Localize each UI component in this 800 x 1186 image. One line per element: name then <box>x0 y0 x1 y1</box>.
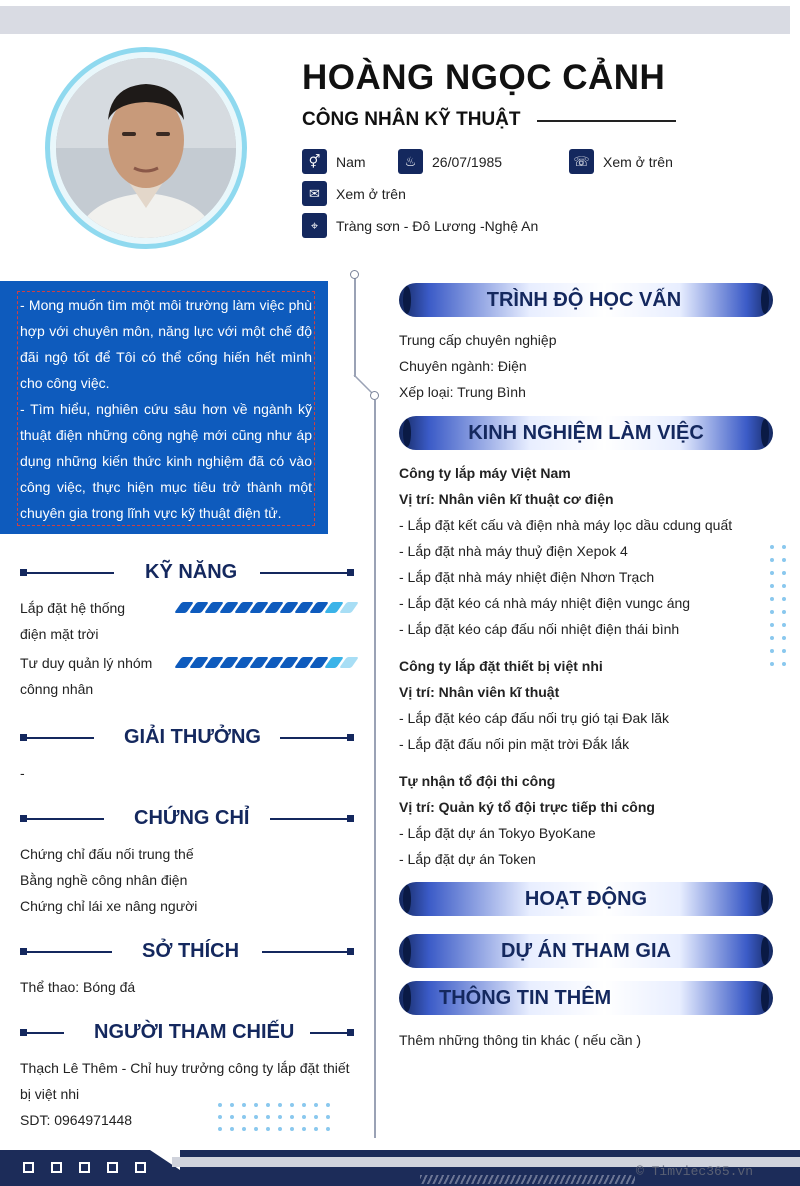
additional-info-heading-label: THÔNG TIN THÊM <box>439 986 612 1009</box>
experience-job <box>399 768 655 872</box>
birthday-row <box>398 149 502 174</box>
education-heading <box>399 283 773 317</box>
location-pin-icon: ⌖ <box>302 213 327 238</box>
job-position: Vị trí: Nhân viên kĩ thuật <box>399 684 560 700</box>
education-line: Chuyên ngành: Điện <box>399 358 527 374</box>
education-details <box>399 327 556 405</box>
avatar <box>45 47 247 249</box>
heading-marker <box>347 569 354 576</box>
decorative-dots <box>218 1103 330 1131</box>
heading-rule <box>26 818 104 820</box>
experience-job <box>399 460 732 642</box>
job-task: - Lắp đặt nhà máy thuỷ điện Xepok 4 <box>399 543 628 559</box>
hobbies-text: Thể thao: Bóng đá <box>20 979 136 995</box>
heading-rule <box>310 1032 348 1034</box>
gender-row <box>302 149 366 174</box>
awards-text: - <box>20 765 25 781</box>
timeline-node <box>370 391 379 400</box>
heading-rule <box>26 572 114 574</box>
additional-info-text: Thêm những thông tin khác ( nếu cần ) <box>399 1032 642 1048</box>
skill-level-bar <box>178 602 355 613</box>
phone-row <box>569 149 673 174</box>
certificates-list <box>20 841 197 919</box>
phone-icon: ☏ <box>569 149 594 174</box>
activities-heading-label: HOẠT ĐỘNG <box>524 887 648 910</box>
avatar-photo <box>56 58 236 238</box>
email-value: Xem ở trên <box>336 185 406 202</box>
address-row <box>302 213 538 238</box>
awards-heading: GIẢI THƯỞNG <box>124 726 261 748</box>
heading-marker <box>347 734 354 741</box>
gender-value: Nam <box>336 153 366 170</box>
heading-rule <box>260 572 348 574</box>
objective-paragraph: - Mong muốn tìm một môi trường làm việc phù hợp với chuyên môn, năng lực với một chế độ đãi ngộ tốt để Tôi có thể cống hiến hết mình cho công việc. <box>20 297 312 391</box>
job-position: Vị trí: Quản ký tổ đội trực tiếp thi công <box>399 799 655 815</box>
hobbies-heading: SỞ THÍCH <box>142 940 240 962</box>
certificate-item: Bằng nghề công nhân điện <box>20 872 188 888</box>
footer-square <box>23 1162 34 1173</box>
skills-heading: KỸ NĂNG <box>145 561 238 583</box>
email-row <box>302 181 406 206</box>
job-company: Công ty lắp đặt thiết bị việt nhi <box>399 658 603 674</box>
job-position: Vị trí: Nhân viên kĩ thuật cơ điện <box>399 491 614 507</box>
heading-rule <box>26 737 94 739</box>
references-heading: NGƯỜI THAM CHIẾU <box>94 1021 295 1043</box>
education-line: Trung cấp chuyên nghiệp <box>399 332 557 348</box>
skill-label <box>20 650 152 702</box>
education-line: Xếp loại: Trung Bình <box>399 384 526 400</box>
title-underline <box>537 120 676 122</box>
heading-rule <box>26 1032 64 1034</box>
job-title: CÔNG NHÂN KỸ THUẬT <box>302 109 521 130</box>
certificates-heading: CHỨNG CHỈ <box>134 807 250 829</box>
objective-paragraph: - Tìm hiểu, nghiên cứu sâu hơn về ngành kỹ thuật điện những công nghệ mới cũng như áp dụng những kiến thức kinh nghiệm đã có vào công việc, thực hiện mục tiêu trở thành một chuyên gia trong lĩnh vực kỹ thuật điện tử. <box>20 401 312 521</box>
footer-square <box>135 1162 146 1173</box>
footer-square <box>79 1162 90 1173</box>
footer-credit: © Timviec365.vn <box>636 1164 754 1179</box>
timeline-line <box>374 400 376 1138</box>
job-task: - Lắp đặt kéo cáp đấu nối nhiệt điện thái bình <box>399 621 680 637</box>
job-task: - Lắp đặt dự án Tokyo ByoKane <box>399 825 596 841</box>
skill-level-bar <box>178 657 355 668</box>
birthday-value: 26/07/1985 <box>432 153 503 170</box>
gender-icon: ⚥ <box>302 149 327 174</box>
footer-square <box>51 1162 62 1173</box>
heading-rule <box>270 818 348 820</box>
experience-heading-label: KINH NGHIỆM LÀM VIỆC <box>468 421 704 444</box>
timeline-line <box>354 277 356 377</box>
decorative-dots <box>770 545 786 666</box>
objective-text <box>17 291 315 526</box>
email-icon: ✉ <box>302 181 327 206</box>
heading-rule <box>26 951 112 953</box>
timeline-node <box>350 270 359 279</box>
job-task: - Lắp đặt kết cấu và điện nhà máy lọc dầu cdung quất <box>399 517 733 533</box>
reference-line: bị việt nhi <box>20 1086 80 1102</box>
candidate-name: HOÀNG NGỌC CẢNH <box>302 58 666 97</box>
job-task: - Lắp đặt dự án Token <box>399 851 536 867</box>
job-company: Tự nhận tổ đội thi công <box>399 773 556 789</box>
job-task: - Lắp đặt kéo cáp đấu nối trụ gió tại Đak lăk <box>399 710 670 726</box>
address-value: Tràng sơn - Đô Lương -Nghệ An <box>336 217 539 234</box>
job-task: - Lắp đặt đấu nối pin mặt trời Đắk lắk <box>399 736 630 752</box>
phone-value: Xem ở trên <box>603 153 673 170</box>
footer-square <box>107 1162 118 1173</box>
skill-label-line: cônng nhân <box>20 681 94 697</box>
heading-rule <box>280 737 348 739</box>
education-heading-label: TRÌNH ĐỘ HỌC VẤN <box>486 288 682 311</box>
certificate-item: Chứng chỉ đấu nối trung thế <box>20 846 194 862</box>
job-task: - Lắp đặt kéo cá nhà máy nhiệt điện vungc áng <box>399 595 691 611</box>
heading-marker <box>347 815 354 822</box>
footer-hatching <box>420 1175 635 1184</box>
skill-label-line: Lắp đặt hệ thống <box>20 600 126 616</box>
activities-heading <box>399 882 773 916</box>
job-company: Công ty lắp máy Việt Nam <box>399 465 571 481</box>
birthday-cake-icon: ♨ <box>398 149 423 174</box>
additional-info-heading <box>399 981 773 1015</box>
experience-job <box>399 653 669 757</box>
skill-label-line: Tư duy quản lý nhóm <box>20 655 153 671</box>
certificate-item: Chứng chỉ lái xe nâng người <box>20 898 198 914</box>
heading-rule <box>262 951 348 953</box>
heading-marker <box>347 948 354 955</box>
skill-label <box>20 595 125 647</box>
skill-label-line: điện mặt trời <box>20 626 99 642</box>
reference-line: Thạch Lê Thêm - Chỉ huy trưởng công ty lắp đặt thiết <box>20 1060 350 1076</box>
projects-heading <box>399 934 773 968</box>
experience-heading <box>399 416 773 450</box>
projects-heading-label: DỰ ÁN THAM GIA <box>501 939 671 962</box>
top-bar <box>0 6 790 34</box>
reference-line: SDT: 0964971448 <box>20 1112 133 1128</box>
heading-marker <box>347 1029 354 1036</box>
job-task: - Lắp đặt nhà máy nhiệt điện Nhơn Trạch <box>399 569 655 585</box>
